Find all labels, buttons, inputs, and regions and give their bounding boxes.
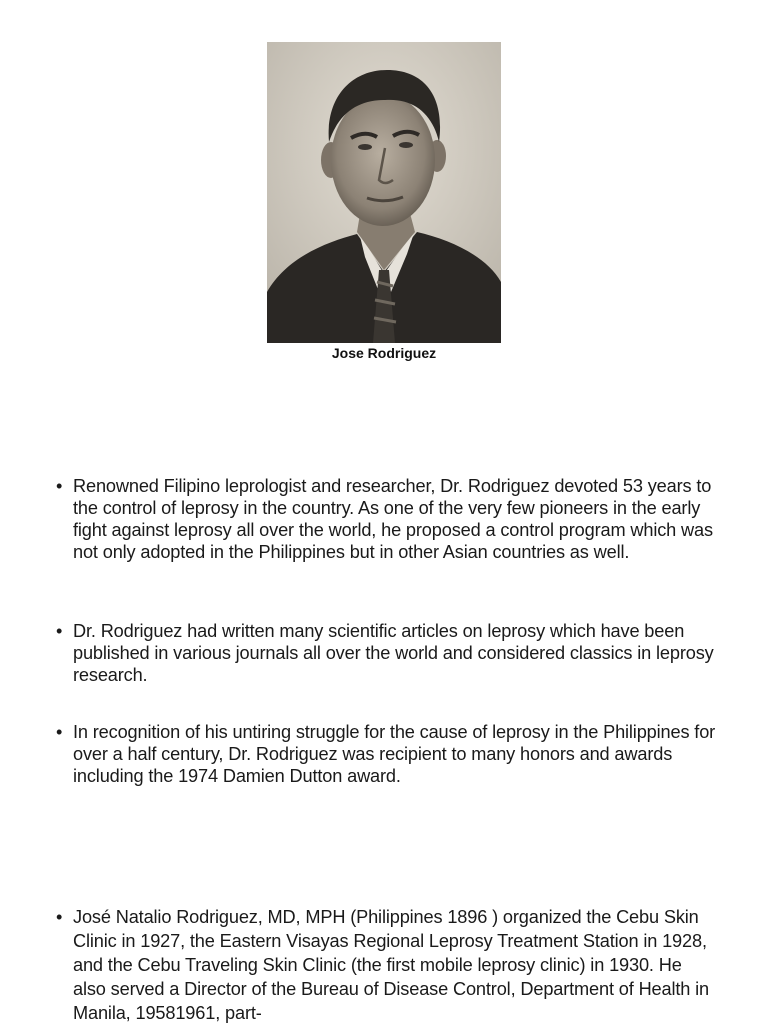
bullet-marker: •: [56, 621, 63, 641]
bullet-marker: •: [56, 907, 63, 927]
photo-caption: Jose Rodriguez: [331, 345, 437, 361]
bullet-marker: •: [56, 476, 63, 496]
bullet-text: Renowned Filipino leprologist and researcher, Dr. Rodriguez devoted 53 years to the control of leprosy in the country. As one of the very few pioneers in the early fight against leprosy all over the world, he proposed a control program which was not only adopted in the Philippines but in other Asian countries as well.: [73, 476, 713, 562]
portrait-photo: [267, 42, 501, 343]
bullet-text: José Natalio Rodriguez, MD, MPH (Philippines 1896 ) organized the Cebu Skin Clinic in 1927, the Eastern Visayas Regional Leprosy Treatment Station in 1928, and the Cebu Traveling Skin Clinic (the first mobile leprosy clinic) in 1930. He also served a Director of the Bureau of Disease Control, Department of Health in Manila, 19581961, part-: [73, 907, 710, 1023]
bullet-text: In recognition of his untiring struggle for the cause of leprosy in the Philippines for over a half century, Dr. Rodriguez was recipient to many honors and awards including the 1974 Damien Dutton award.: [73, 722, 716, 786]
list-item: [56, 620, 716, 686]
bullet-marker: •: [56, 722, 63, 742]
list-item: [56, 905, 716, 1024]
list-item: [56, 475, 716, 563]
list-item: [56, 721, 716, 787]
bullet-text: Dr. Rodriguez had written many scientific articles on leprosy which have been published in various journals all over the world and considered classics in leprosy research.: [73, 621, 714, 685]
